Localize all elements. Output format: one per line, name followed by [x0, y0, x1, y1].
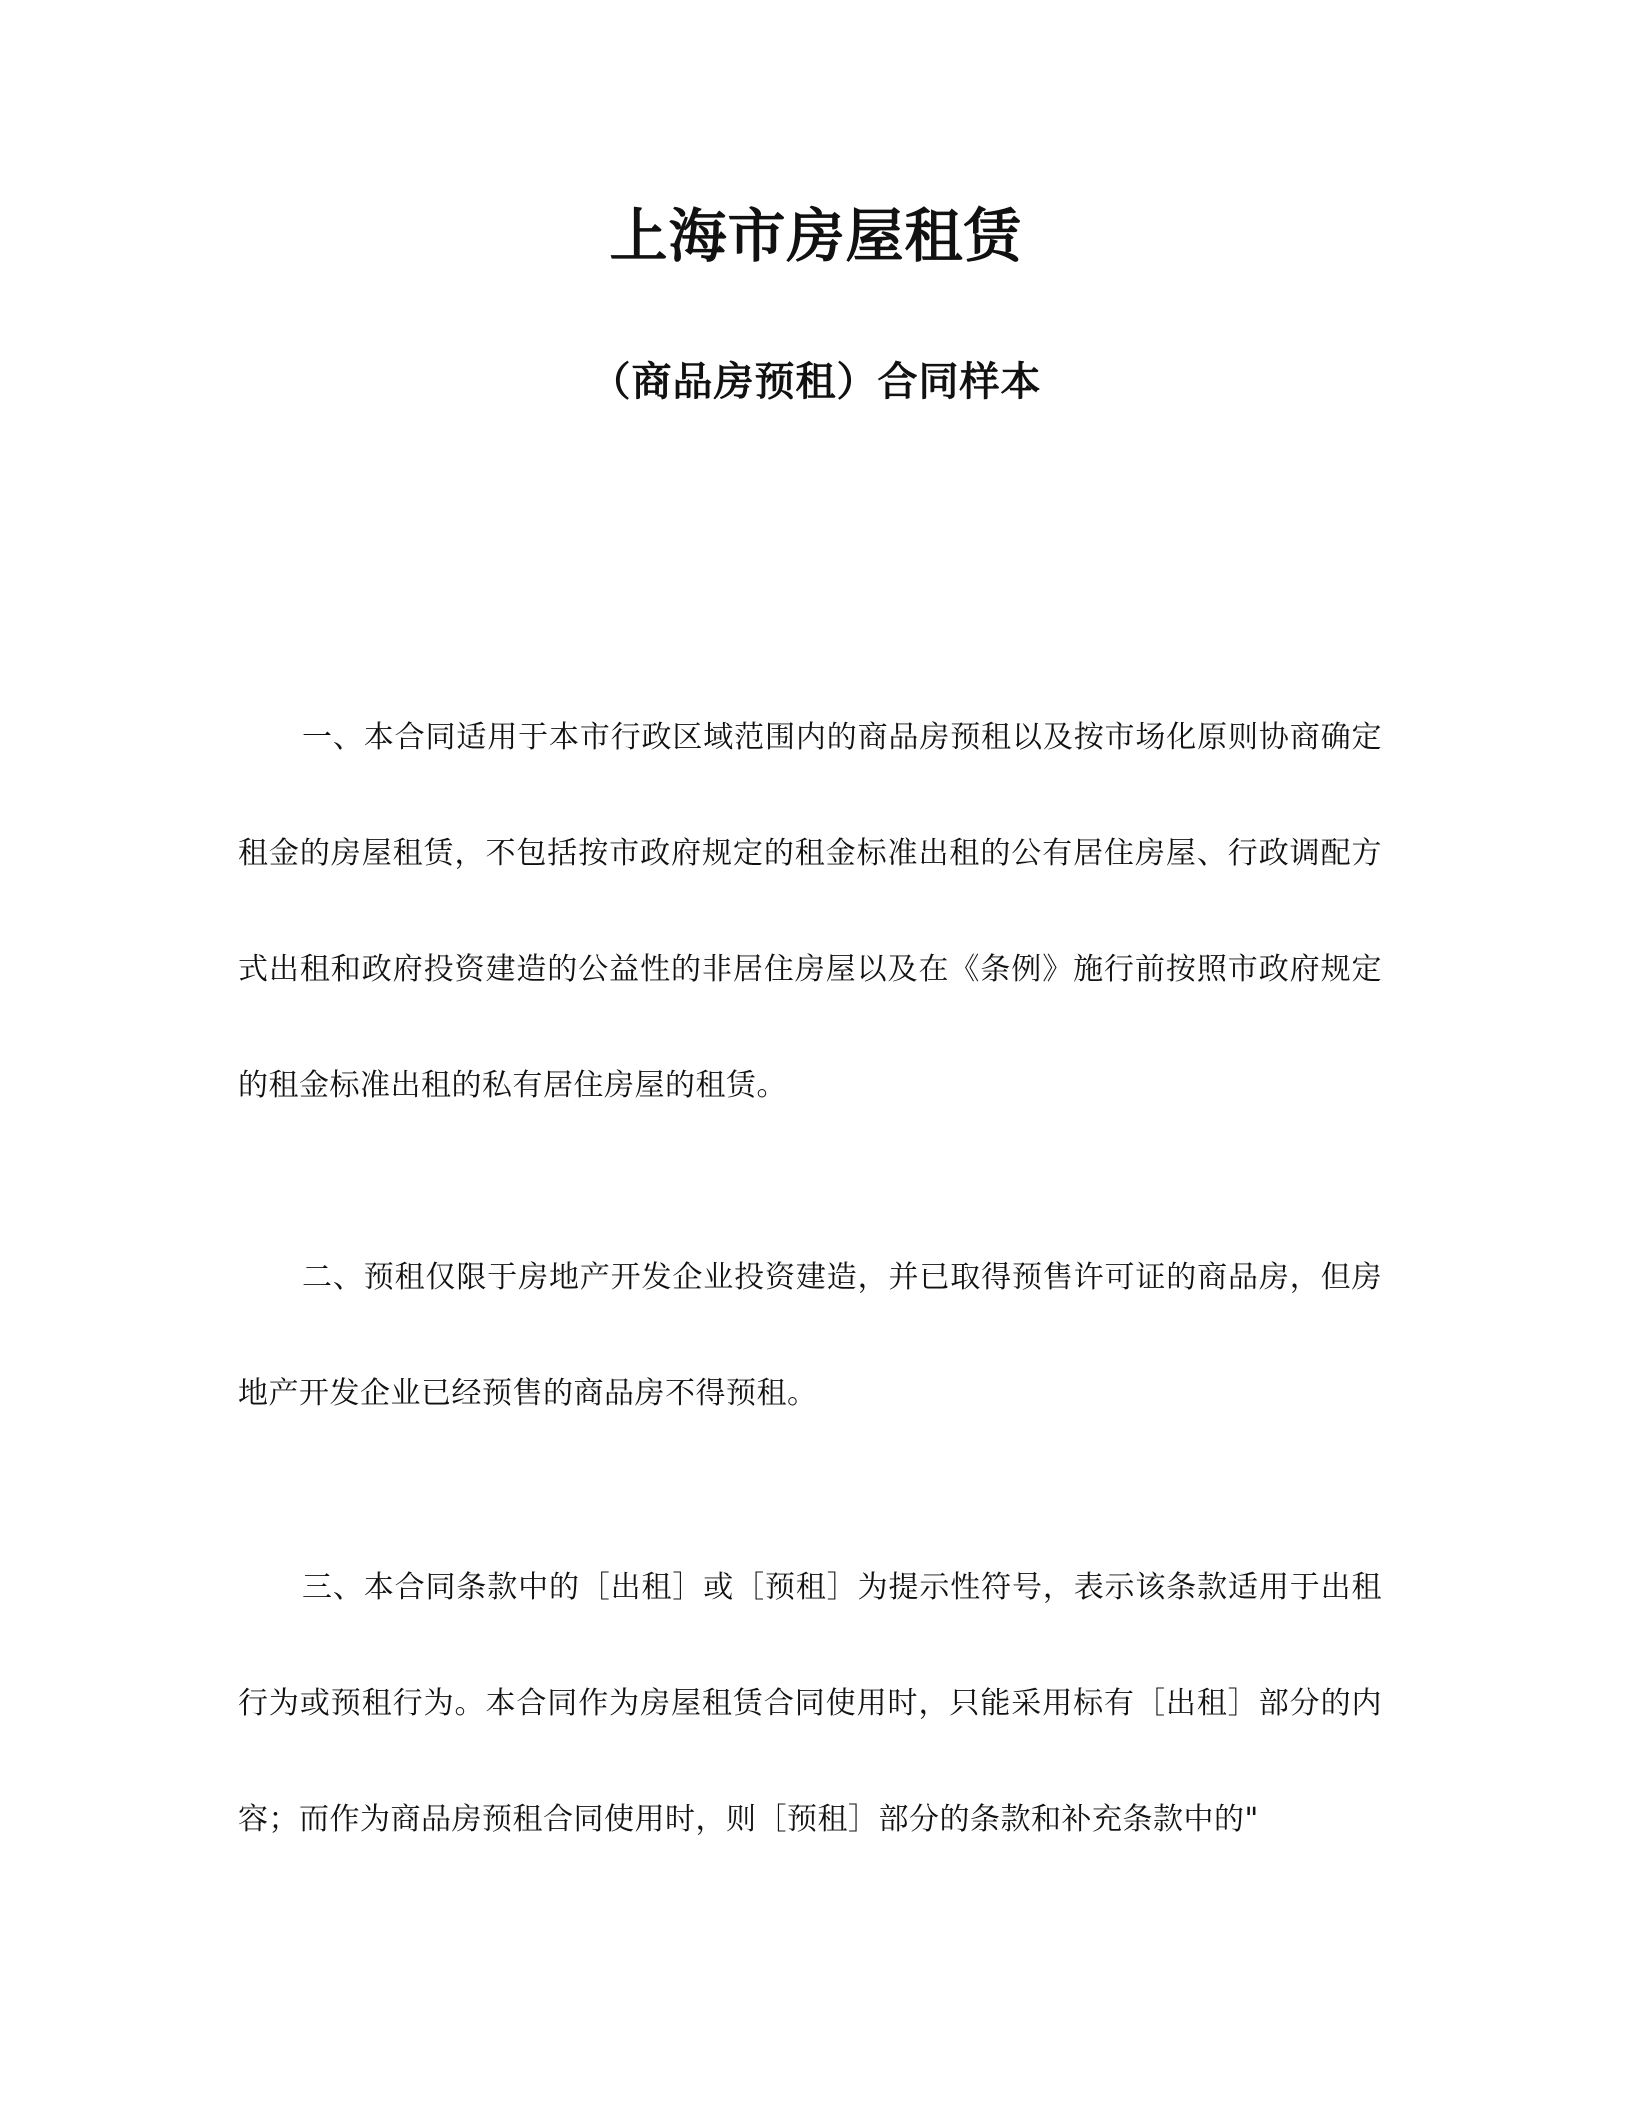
document-subtitle: （商品房预租）合同样本: [590, 359, 1042, 405]
paragraph-3: 三、本合同条款中的［出租］或［预租］为提示性符号，表示该条款适用于出租行为或预租行为。本合同作为房屋租赁合同使用时，只能采用标有［出租］部分的内容；而作为商品房预租合同使用时，则［预租］部分的条款和补充条款中的": [238, 1570, 1382, 1837]
paragraph-2: 二、预租仅限于房地产开发企业投资建造，并已取得预售许可证的商品房，但房地产开发企业已经预售的商品房不得预租。: [238, 1260, 1382, 1411]
document-title: 上海市房屋租赁: [609, 202, 1023, 270]
paragraph-1: 一、本合同适用于本市行政区域范围内的商品房预租以及按市场化原则协商确定租金的房屋租赁，不包括按市政府规定的租金标准出租的公有居住房屋、行政调配方式出租和政府投资建造的公益性的非居住房屋以及在《条例》施行前按照市政府规定的租金标准出租的私有居住房屋的租赁。: [238, 720, 1382, 1103]
